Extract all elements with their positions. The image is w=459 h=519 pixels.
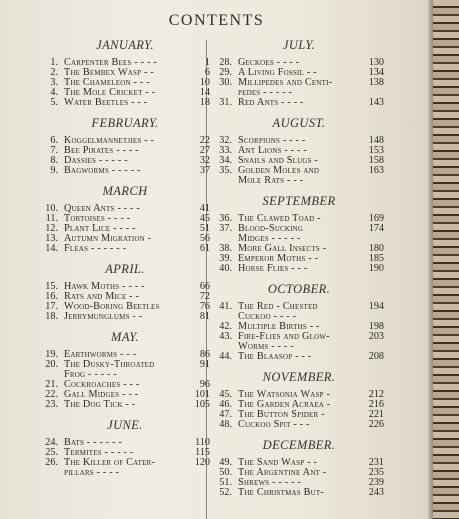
entry-number: 34. bbox=[219, 155, 232, 166]
entry-number: 37. bbox=[219, 223, 232, 234]
entry-number: 12. bbox=[45, 223, 58, 234]
entry-title: Hawk Moths - - - - bbox=[64, 281, 145, 292]
entry-page-number: 190 bbox=[368, 263, 384, 274]
toc-entry[interactable] bbox=[214, 352, 384, 362]
entry-page-number: 235 bbox=[368, 467, 384, 478]
section-gap bbox=[214, 274, 384, 278]
entry-title: The Button Spider - bbox=[238, 409, 325, 420]
section-gap bbox=[214, 362, 384, 366]
entry-page-number: 169 bbox=[368, 213, 384, 224]
entry-page-number: 163 bbox=[368, 165, 384, 176]
entry-page-number: 27 bbox=[199, 145, 210, 156]
entry-number: 11. bbox=[45, 213, 58, 224]
entry-number: 29. bbox=[219, 67, 232, 78]
entry-number: 8. bbox=[50, 155, 58, 166]
entry-title: Plant Lice - - - - bbox=[64, 223, 136, 234]
entry-title: Gall Midges - - - bbox=[64, 389, 139, 400]
entry-title: The Garden Acraea - bbox=[238, 399, 331, 410]
entry-number: 20. bbox=[45, 359, 58, 370]
entry-number: 2. bbox=[50, 67, 58, 78]
toc-entry[interactable] bbox=[214, 98, 384, 108]
entry-page-number: 174 bbox=[368, 223, 384, 234]
entry-title: Termites - - - - - bbox=[64, 447, 134, 458]
entry-title: The Watsonia Wasp - bbox=[238, 389, 331, 400]
toc-entry[interactable] bbox=[214, 264, 384, 274]
entry-page-number: 198 bbox=[368, 321, 384, 332]
month-heading: JANUARY. bbox=[96, 38, 154, 52]
entry-page-number: 158 bbox=[368, 155, 384, 166]
month-heading: FEBRUARY. bbox=[91, 116, 159, 130]
month-heading: MAY. bbox=[111, 330, 139, 344]
toc-entry[interactable] bbox=[214, 78, 384, 98]
entry-number: 5. bbox=[50, 97, 58, 108]
section-gap bbox=[214, 498, 384, 502]
section-gap bbox=[40, 410, 210, 414]
entry-number: 10. bbox=[45, 203, 58, 214]
toc-entry[interactable] bbox=[40, 244, 210, 254]
entry-page-number: 115 bbox=[195, 447, 210, 458]
entry-page-number: 14 bbox=[199, 87, 210, 98]
entry-page-number: 61 bbox=[199, 243, 210, 254]
month-heading: JULY. bbox=[282, 38, 316, 52]
entry-title: Millipedes and Centi- pedes - - - - - bbox=[238, 77, 333, 98]
entry-page-number: 86 bbox=[199, 349, 210, 360]
section-gap bbox=[40, 478, 210, 482]
entry-number: 16. bbox=[45, 291, 58, 302]
entry-page-number: 10 bbox=[199, 77, 210, 88]
section-gap bbox=[40, 254, 210, 258]
entry-title: Earthworms - - - bbox=[64, 349, 137, 360]
entry-number: 42. bbox=[219, 321, 232, 332]
month-heading: SEPTEMBER bbox=[262, 194, 336, 208]
entry-title: Horse Flies - - - bbox=[238, 263, 308, 274]
left-column bbox=[40, 34, 210, 482]
entry-title: The Dog Tick - - bbox=[64, 399, 136, 410]
entry-number: 39. bbox=[219, 253, 232, 264]
entry-title: Queen Ants - - - - bbox=[64, 203, 140, 214]
entry-title: Multiple Births - - bbox=[238, 321, 320, 332]
entry-page-number: 143 bbox=[368, 97, 384, 108]
entry-page-number: 81 bbox=[199, 311, 210, 322]
month-heading: APRIL. bbox=[105, 262, 145, 276]
toc-entry[interactable] bbox=[40, 312, 210, 322]
toc-entry[interactable] bbox=[40, 360, 210, 380]
toc-entry[interactable] bbox=[214, 488, 384, 498]
entry-number: 30. bbox=[219, 77, 232, 88]
entry-number: 49. bbox=[219, 457, 232, 468]
entry-title: The Red - Chested Cuckoo - - - - bbox=[238, 301, 318, 322]
entry-page-number: 105 bbox=[194, 399, 210, 410]
entry-page-number: 41 bbox=[199, 203, 210, 214]
entry-page-number: 208 bbox=[368, 351, 384, 362]
month-heading: NOVEMBER. bbox=[262, 370, 336, 384]
entry-number: 21. bbox=[45, 379, 58, 390]
entry-title: Fleas - - - - - - bbox=[64, 243, 127, 254]
entry-number: 1. bbox=[50, 57, 58, 68]
month-heading: OCTOBER. bbox=[267, 282, 331, 296]
book-spine bbox=[433, 0, 459, 519]
entry-page-number: 231 bbox=[368, 457, 384, 468]
entry-title: More Gall Insects - bbox=[238, 243, 327, 254]
entry-page-number: 72 bbox=[199, 291, 210, 302]
entry-page-number: 45 bbox=[199, 213, 210, 224]
entry-title: The Sand Wasp - - bbox=[238, 457, 318, 468]
month-heading: AUGUST. bbox=[272, 116, 326, 130]
entry-title: Rats and Mice - - bbox=[64, 291, 140, 302]
entry-number: 13. bbox=[45, 233, 58, 244]
entry-title: Geckoes - - - - bbox=[238, 57, 300, 68]
entry-title: The Bembex Wasp - - bbox=[64, 67, 154, 78]
entry-number: 18. bbox=[45, 311, 58, 322]
toc-entry[interactable] bbox=[214, 332, 384, 352]
entry-number: 15. bbox=[45, 281, 58, 292]
entry-number: 35. bbox=[219, 165, 232, 176]
entry-number: 41. bbox=[219, 301, 232, 312]
entry-number: 51. bbox=[219, 477, 232, 488]
entry-number: 19. bbox=[45, 349, 58, 360]
entry-number: 25. bbox=[45, 447, 58, 458]
entry-title: Tortoises - - - - bbox=[64, 213, 131, 224]
entry-number: 36. bbox=[219, 213, 232, 224]
section-gap bbox=[40, 322, 210, 326]
entry-title: The Killer of Cater- pillars - - - - bbox=[64, 457, 156, 478]
entry-number: 52. bbox=[219, 487, 232, 498]
entry-title: The Clawed Toad - bbox=[238, 213, 321, 224]
entry-page-number: 76 bbox=[199, 301, 210, 312]
entry-page-number: 185 bbox=[368, 253, 384, 264]
toc-entry[interactable] bbox=[214, 166, 384, 186]
entry-page-number: 18 bbox=[199, 97, 210, 108]
entry-number: 48. bbox=[219, 419, 232, 430]
entry-page-number: 180 bbox=[368, 243, 384, 254]
entry-page-number: 221 bbox=[368, 409, 384, 420]
entry-title: Bats - - - - - - bbox=[64, 437, 123, 448]
entry-title: Cuckoo Spit - - - bbox=[238, 419, 310, 430]
entry-page-number: 194 bbox=[368, 301, 384, 312]
entry-title: Scorpions - - - - bbox=[238, 135, 306, 146]
entry-number: 3. bbox=[50, 77, 58, 88]
section-gap bbox=[214, 430, 384, 434]
right-column bbox=[214, 34, 384, 502]
entry-number: 40. bbox=[219, 263, 232, 274]
entry-title: A Living Fossil - - bbox=[238, 67, 317, 78]
entry-page-number: 153 bbox=[368, 145, 384, 156]
page-title: CONTENTS bbox=[168, 12, 265, 29]
entry-page-number: 138 bbox=[368, 77, 384, 88]
entry-page-number: 239 bbox=[368, 477, 384, 488]
entry-title: The Mole Cricket - - bbox=[64, 87, 156, 98]
entry-page-number: 91 bbox=[199, 359, 210, 370]
entry-page-number: 243 bbox=[368, 487, 384, 498]
entry-page-number: 130 bbox=[368, 57, 384, 68]
entry-title: The Argentine Ant - bbox=[238, 467, 327, 478]
entry-title: Jerrymunglums - - bbox=[64, 311, 143, 322]
section-gap bbox=[40, 176, 210, 180]
entry-number: 17. bbox=[45, 301, 58, 312]
entry-page-number: 101 bbox=[194, 389, 210, 400]
toc-entry[interactable] bbox=[40, 166, 210, 176]
entry-title: Dassies - - - - - bbox=[64, 155, 128, 166]
entry-title: Bee Pirates - - - - bbox=[64, 145, 139, 156]
month-heading: JUNE. bbox=[107, 418, 143, 432]
entry-number: 26. bbox=[45, 457, 58, 468]
entry-title: Bagworms - - - - - bbox=[64, 165, 141, 176]
entry-number: 28. bbox=[219, 57, 232, 68]
toc-entry[interactable] bbox=[40, 98, 210, 108]
entry-number: 22. bbox=[45, 389, 58, 400]
entry-title: Wood-Boring Beetles bbox=[64, 301, 160, 312]
toc-entry[interactable] bbox=[214, 302, 384, 322]
entry-page-number: 66 bbox=[199, 281, 210, 292]
entry-number: 46. bbox=[219, 399, 232, 410]
entry-title: Shrews - - - - - bbox=[238, 477, 302, 488]
entry-title: Emperor Moths - - bbox=[238, 253, 319, 264]
entry-number: 38. bbox=[219, 243, 232, 254]
entry-page-number: 120 bbox=[194, 457, 210, 468]
entry-page-number: 6 bbox=[204, 67, 210, 78]
section-gap bbox=[214, 186, 384, 190]
entry-title: The Blaasop - - - bbox=[238, 351, 312, 362]
entry-number: 31. bbox=[219, 97, 232, 108]
entry-title: Carpenter Bees - - - - bbox=[64, 57, 157, 68]
entry-title: Red Ants - - - - bbox=[238, 97, 304, 108]
entry-page-number: 226 bbox=[368, 419, 384, 430]
entry-number: 50. bbox=[219, 467, 232, 478]
entry-number: 24. bbox=[45, 437, 58, 448]
entry-page-number: 212 bbox=[368, 389, 384, 400]
entry-page-number: 216 bbox=[368, 399, 384, 410]
toc-entry[interactable] bbox=[214, 224, 384, 244]
section-gap bbox=[40, 108, 210, 112]
toc-entry[interactable] bbox=[40, 400, 210, 410]
entry-title: Golden Moles and Mole Rats - - - bbox=[238, 165, 320, 186]
entry-title: Water Beetles - - - bbox=[64, 97, 148, 108]
entry-page-number: 110 bbox=[195, 437, 210, 448]
entry-number: 14. bbox=[45, 243, 58, 254]
entry-title: Ant Lions - - - - bbox=[238, 145, 307, 156]
entry-title: The Chameleon - - - bbox=[64, 77, 150, 88]
entry-page-number: 56 bbox=[199, 233, 210, 244]
entry-title: Fire-Flies and Glow- Worms - - - - bbox=[238, 331, 330, 352]
entry-title: Autumn Migration - bbox=[64, 233, 152, 244]
entry-number: 9. bbox=[50, 165, 58, 176]
entry-page-number: 51 bbox=[199, 223, 210, 234]
entry-title: Blood-Sucking Midges - - - - - bbox=[238, 223, 304, 244]
entry-page-number: 203 bbox=[368, 331, 384, 342]
entry-page-number: 37 bbox=[199, 165, 210, 176]
entry-number: 43. bbox=[219, 331, 232, 342]
entry-page-number: 148 bbox=[368, 135, 384, 146]
entry-page-number: 134 bbox=[368, 67, 384, 78]
entry-page-number: 96 bbox=[199, 379, 210, 390]
entry-page-number: 22 bbox=[199, 135, 210, 146]
month-heading: DECEMBER. bbox=[262, 438, 336, 452]
toc-entry[interactable] bbox=[40, 458, 210, 478]
entry-number: 6. bbox=[50, 135, 58, 146]
entry-title: The Dusky-Throated Frog - - - - - bbox=[64, 359, 155, 380]
toc-entry[interactable] bbox=[214, 420, 384, 430]
entry-number: 23. bbox=[45, 399, 58, 410]
entry-number: 45. bbox=[219, 389, 232, 400]
entry-number: 7. bbox=[50, 145, 58, 156]
entry-title: Cockroaches - - - bbox=[64, 379, 140, 390]
month-heading: MARCH bbox=[102, 184, 148, 198]
entry-title: Snails and Slugs - bbox=[238, 155, 319, 166]
entry-page-number: 32 bbox=[199, 155, 210, 166]
entry-page-number: 1 bbox=[204, 57, 210, 68]
entry-title: The Christmas But- bbox=[238, 487, 324, 498]
entry-number: 33. bbox=[219, 145, 232, 156]
section-gap bbox=[214, 108, 384, 112]
entry-title: Koggelmannetjies - - bbox=[64, 135, 155, 146]
entry-number: 32. bbox=[219, 135, 232, 146]
entry-number: 47. bbox=[219, 409, 232, 420]
entry-number: 4. bbox=[50, 87, 58, 98]
entry-number: 44. bbox=[219, 351, 232, 362]
